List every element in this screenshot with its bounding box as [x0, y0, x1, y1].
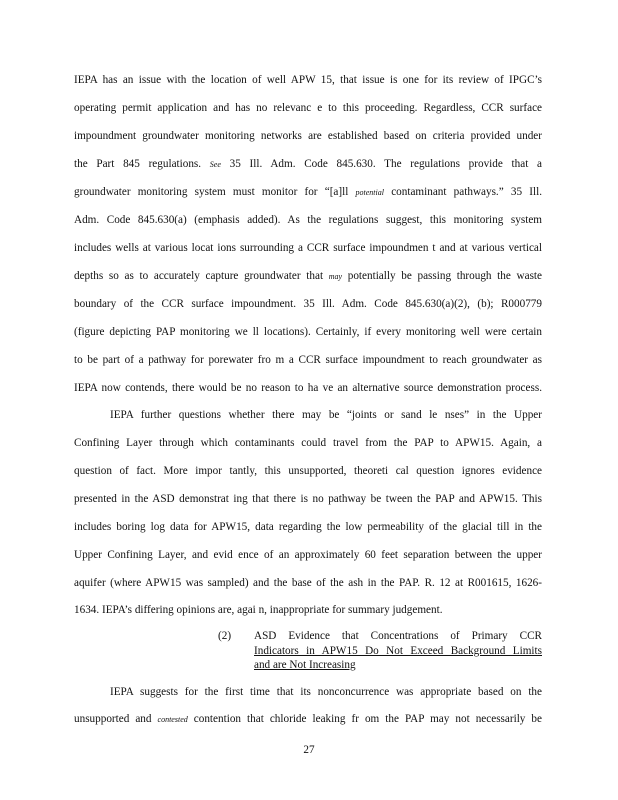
italic-may: may: [328, 272, 343, 281]
paragraph-line: operating permit application and has no relevanc e to this proceeding. Regardless, CCR surface: [74, 102, 542, 114]
paragraph-line: to be part of a pathway for porewater fro m a CCR surface impoundment to reach groundwater as: [74, 354, 542, 366]
paragraph-line: Upper Confining Layer, and evid ence of an approximately 60 feet separation between the upper: [74, 549, 542, 561]
paragraph-line: [74, 712, 542, 727]
paragraph-line: includes boring log data for APW15, data regarding the low permeability of the glacial till in the: [74, 521, 542, 533]
paragraph-line: [74, 269, 542, 284]
italic-potential: potential: [355, 188, 384, 197]
text-segment: groundwater monitoring system must monitor for “[a]ll: [74, 186, 349, 198]
italic-contested: contested: [157, 715, 188, 724]
paragraph-line: 1634. IEPA’s differing opinions are, agai n, inappropriate for summary judgement.: [74, 604, 443, 616]
text-segment: contaminant pathways.” 35 Ill.: [391, 186, 543, 198]
paragraph-line: [74, 157, 542, 172]
paragraph-line: aquifer (where APW15 was sampled) and the base of the ash in the PAP. R. 12 at R001615, 1626-: [74, 577, 542, 589]
page-number: 27: [303, 744, 315, 756]
text-segment: unsupported and: [74, 713, 152, 725]
paragraph-line: impoundment groundwater monitoring networks are established based on criteria provided under: [74, 130, 542, 142]
heading-line: and are Not Increasing: [254, 659, 356, 671]
text-segment: 35 Ill. Adm. Code 845.630. The regulations provide that a: [229, 158, 542, 170]
text-segment: potentially be passing through the waste: [347, 270, 542, 282]
paragraph-line: includes wells at various locat ions surrounding a CCR surface impoundmen t and at various vertical: [74, 242, 542, 254]
italic-see: See: [209, 160, 221, 169]
heading-line: ASD Evidence that Concentrations of Primary CCR: [254, 630, 542, 642]
paragraph-line: IEPA suggests for the first time that its nonconcurrence was appropriate based on the: [110, 686, 542, 698]
text-segment: the Part 845 regulations.: [74, 158, 202, 170]
paragraph-line: IEPA further questions whether there may be “joints or sand le nses” in the Upper: [110, 409, 542, 421]
text-segment: contention that chloride leaking fr om the PAP may not necessarily be: [193, 713, 542, 725]
paragraph-line: Confining Layer through which contaminants could travel from the PAP to APW15. Again, a: [74, 437, 542, 449]
paragraph-line: presented in the ASD demonstrat ing that there is no pathway be tween the PAP and APW15. This: [74, 493, 542, 505]
paragraph-line: IEPA now contends, there would be no reason to ha ve an alternative source demonstration process.: [74, 382, 542, 394]
paragraph-line: boundary of the CCR surface impoundment. 35 Ill. Adm. Code 845.630(a)(2), (b); R000779: [74, 298, 542, 310]
heading-line: Indicators in APW15 Do Not Exceed Background Limits: [254, 645, 542, 657]
paragraph-line: (figure depicting PAP monitoring we ll locations). Certainly, if every monitoring well were certain: [74, 326, 542, 338]
paragraph-line: Adm. Code 845.630(a) (emphasis added). As the regulations suggest, this monitoring system: [74, 214, 542, 226]
text-segment: depths so as to accurately capture groundwater that: [74, 270, 324, 282]
paragraph-line: IEPA has an issue with the location of well APW 15, that issue is one for its review of IPGC’s: [74, 74, 542, 86]
heading-number: (2): [218, 630, 232, 642]
paragraph-line: question of fact. More impor tantly, this unsupported, theoreti cal question ignores evidence: [74, 465, 542, 477]
paragraph-line: [74, 185, 542, 200]
